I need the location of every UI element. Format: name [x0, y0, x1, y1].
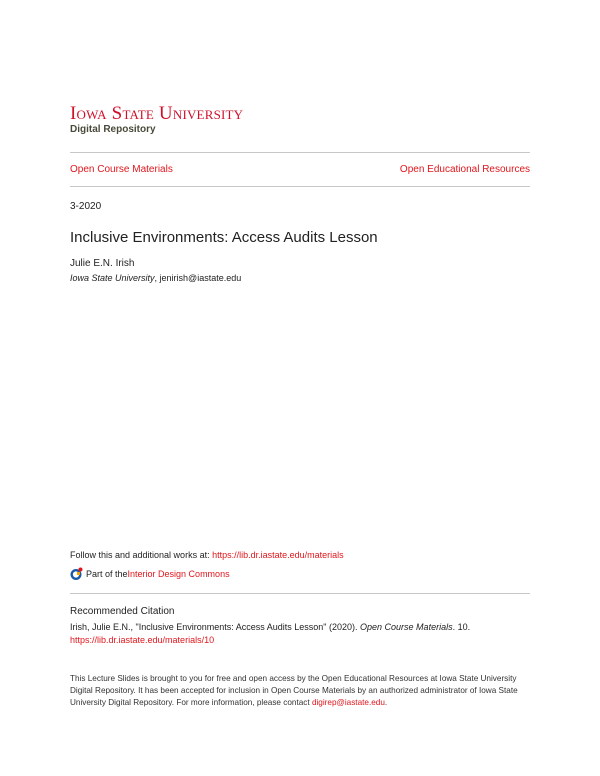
part-of-text: Part of the [86, 568, 128, 579]
materials-link[interactable]: https://lib.dr.iastate.edu/materials [212, 550, 344, 560]
author-email: , jenirish@iastate.edu [154, 273, 242, 283]
author-name: Julie E.N. Irish [70, 258, 135, 269]
network-icon [70, 567, 83, 580]
follow-text: Follow this and additional works at: [70, 550, 213, 560]
document-title: Inclusive Environments: Access Audits Lesson [70, 229, 378, 246]
citation-heading: Recommended Citation [70, 606, 175, 617]
citation-series: Open Course Materials [360, 622, 453, 632]
author-affiliation [70, 273, 241, 283]
footer-text: This Lecture Slides is brought to you for free and open access by the Open Educational Resources at Iowa State University Digital Repository. It has been accepted for inclusion in Open Course Materials by an authorized administrator of Iowa State University Digital Repository. For more information, please contact [70, 674, 518, 707]
footer-end: . [384, 698, 388, 707]
citation-text: Irish, Julie E.N., "Inclusive Environments: Access Audits Lesson" (2020). [70, 622, 361, 632]
divider [70, 186, 530, 187]
citation-body [70, 621, 470, 647]
divider [70, 593, 530, 594]
part-of-line [70, 567, 230, 580]
logo-repository: Digital Repository [70, 124, 156, 135]
interior-design-commons-link[interactable]: Interior Design Commons [127, 568, 230, 579]
affiliation: Iowa State University [70, 273, 155, 283]
citation-link[interactable]: https://lib.dr.iastate.edu/materials/10 [70, 635, 215, 645]
citation-number: . 10. [452, 622, 471, 632]
date: 3-2020 [70, 201, 102, 212]
divider [70, 152, 530, 153]
link-open-course-materials[interactable]: Open Course Materials [70, 164, 173, 175]
link-open-educational-resources[interactable]: Open Educational Resources [399, 164, 530, 175]
logo-university: Iowa State University [70, 103, 244, 124]
footer-notice [70, 673, 540, 709]
follow-line [70, 550, 344, 560]
contact-email-link[interactable]: digirep@iastate.edu [311, 698, 385, 707]
